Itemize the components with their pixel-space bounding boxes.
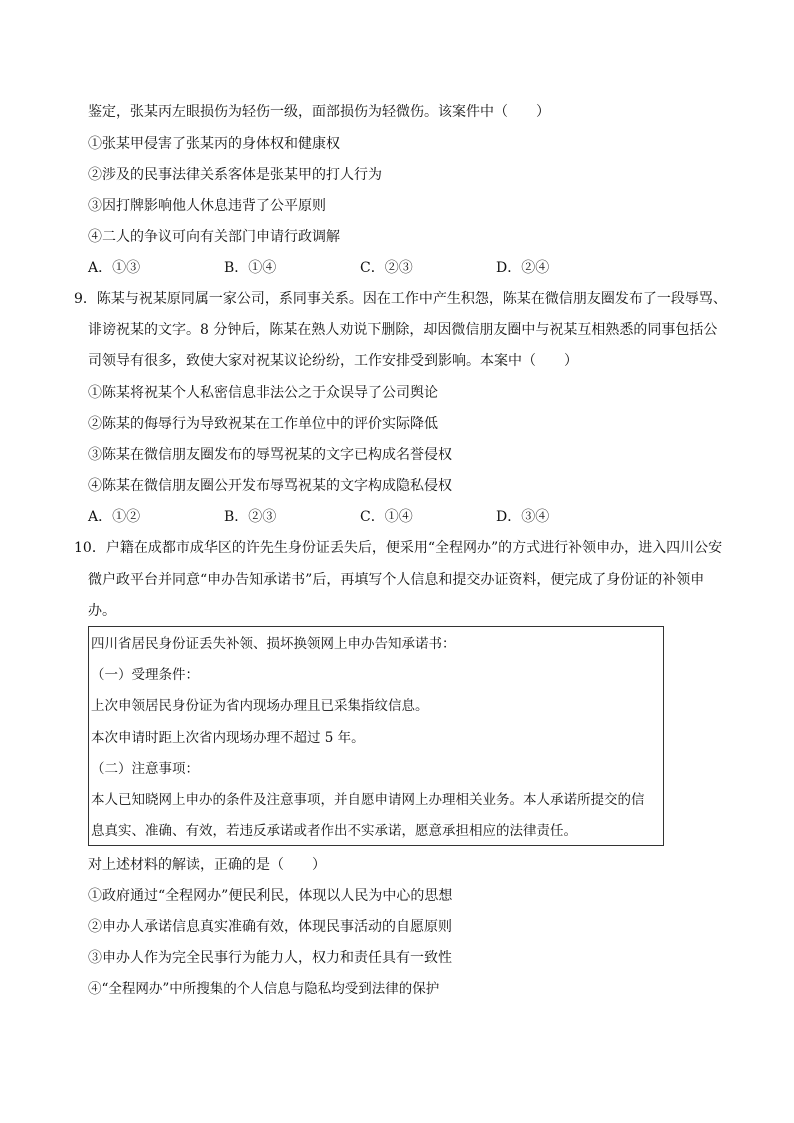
box-section-1: （一）受理条件： (91, 667, 199, 683)
q10-item-4: ④“全程网办”中所搜集的个人信息与隐私均受到法律的保护 (88, 981, 440, 997)
q8-continuation: 鉴定，张某丙左眼损伤为轻伤一级，面部损伤为轻微伤。该案件中（ ） (88, 104, 550, 120)
q10-item-2: ②申办人承诺信息真实准确有效，体现民事活动的自愿原则 (88, 919, 452, 935)
q10-stem-line-3: 办。 (88, 603, 116, 619)
q8-option-a: A．①③ (88, 260, 141, 276)
q8-item-4: ④二人的争议可向有关部门申请行政调解 (88, 229, 340, 245)
q9-item-2: ②陈某的侮辱行为导致祝某在工作单位中的评价实际降低 (88, 416, 438, 432)
q9-item-1: ①陈某将祝某个人私密信息非法公之于众误导了公司舆论 (88, 385, 438, 401)
box-line-1: 上次申领居民身份证为省内现场办理且已采集指纹信息。 (91, 698, 429, 714)
q8-item-3: ③因打牌影响他人休息违背了公平原则 (88, 198, 326, 214)
q8-option-b: B．①④ (224, 260, 277, 276)
q9-stem-line-3: 司领导有很多，致使大家对祝某议论纷纷，工作安排受到影响。本案中（ ） (88, 353, 578, 369)
q9-stem-line-2: 诽谤祝某的文字。8 分钟后，陈某在熟人劝说下删除，却因微信朋友圈中与祝某互相熟悉的同事包括公 (88, 322, 718, 338)
box-title: 四川省居民身份证丢失补领、损坏换领网上申办告知承诺书： (91, 636, 456, 652)
q10-item-3: ③申办人作为完全民事行为能力人，权力和责任具有一致性 (88, 950, 452, 966)
q8-option-d: D．②④ (496, 260, 550, 276)
box-line-2: 本次申请时距上次省内现场办理不超过 5 年。 (91, 730, 365, 746)
box-line-4: 息真实、准确、有效，若违反承诺或者作出不实承诺，愿意承担相应的法律责任。 (91, 823, 577, 839)
q9-item-4: ④陈某在微信朋友圈公开发布辱骂祝某的文字构成隐私侵权 (88, 478, 452, 494)
q9-option-a: A．①② (88, 509, 141, 525)
q8-option-c: C．②③ (360, 260, 413, 276)
q10-stem-line-2: 微户政平台并同意“申办告知承诺书”后，再填写个人信息和提交办证资料，便完成了身份证的补领申 (88, 572, 705, 588)
q9-option-c: C．①④ (360, 509, 413, 525)
box-section-2: （二）注意事项： (91, 761, 199, 777)
q9-stem-line-1: 9．陈某与祝某原同属一家公司，系同事关系。因在工作中产生积怨，陈某在微信朋友圈发布了一段辱骂、 (74, 291, 727, 307)
q8-item-1: ①张某甲侵害了张某丙的身体权和健康权 (88, 136, 340, 152)
q9-option-d: D．③④ (496, 509, 550, 525)
q8-item-2: ②涉及的民事法律关系客体是张某甲的打人行为 (88, 167, 382, 183)
q10-stem-line-1: 10．户籍在成都市成华区的许先生身份证丢失后，便采用“全程网办”的方式进行补领申办，进入四川公安 (74, 540, 723, 556)
q10-item-1: ①政府通过“全程网办”便民利民，体现以人民为中心的思想 (88, 888, 453, 904)
box-line-3: 本人已知晓网上申办的条件及注意事项，并自愿申请网上办理相关业务。本人承诺所提交的信 (91, 792, 645, 808)
q9-option-b: B．②③ (224, 509, 277, 525)
q9-item-3: ③陈某在微信朋友圈发布的辱骂祝某的文字已构成名誉侵权 (88, 447, 452, 463)
q10-question: 对上述材料的解读，正确的是（ ） (88, 857, 326, 873)
